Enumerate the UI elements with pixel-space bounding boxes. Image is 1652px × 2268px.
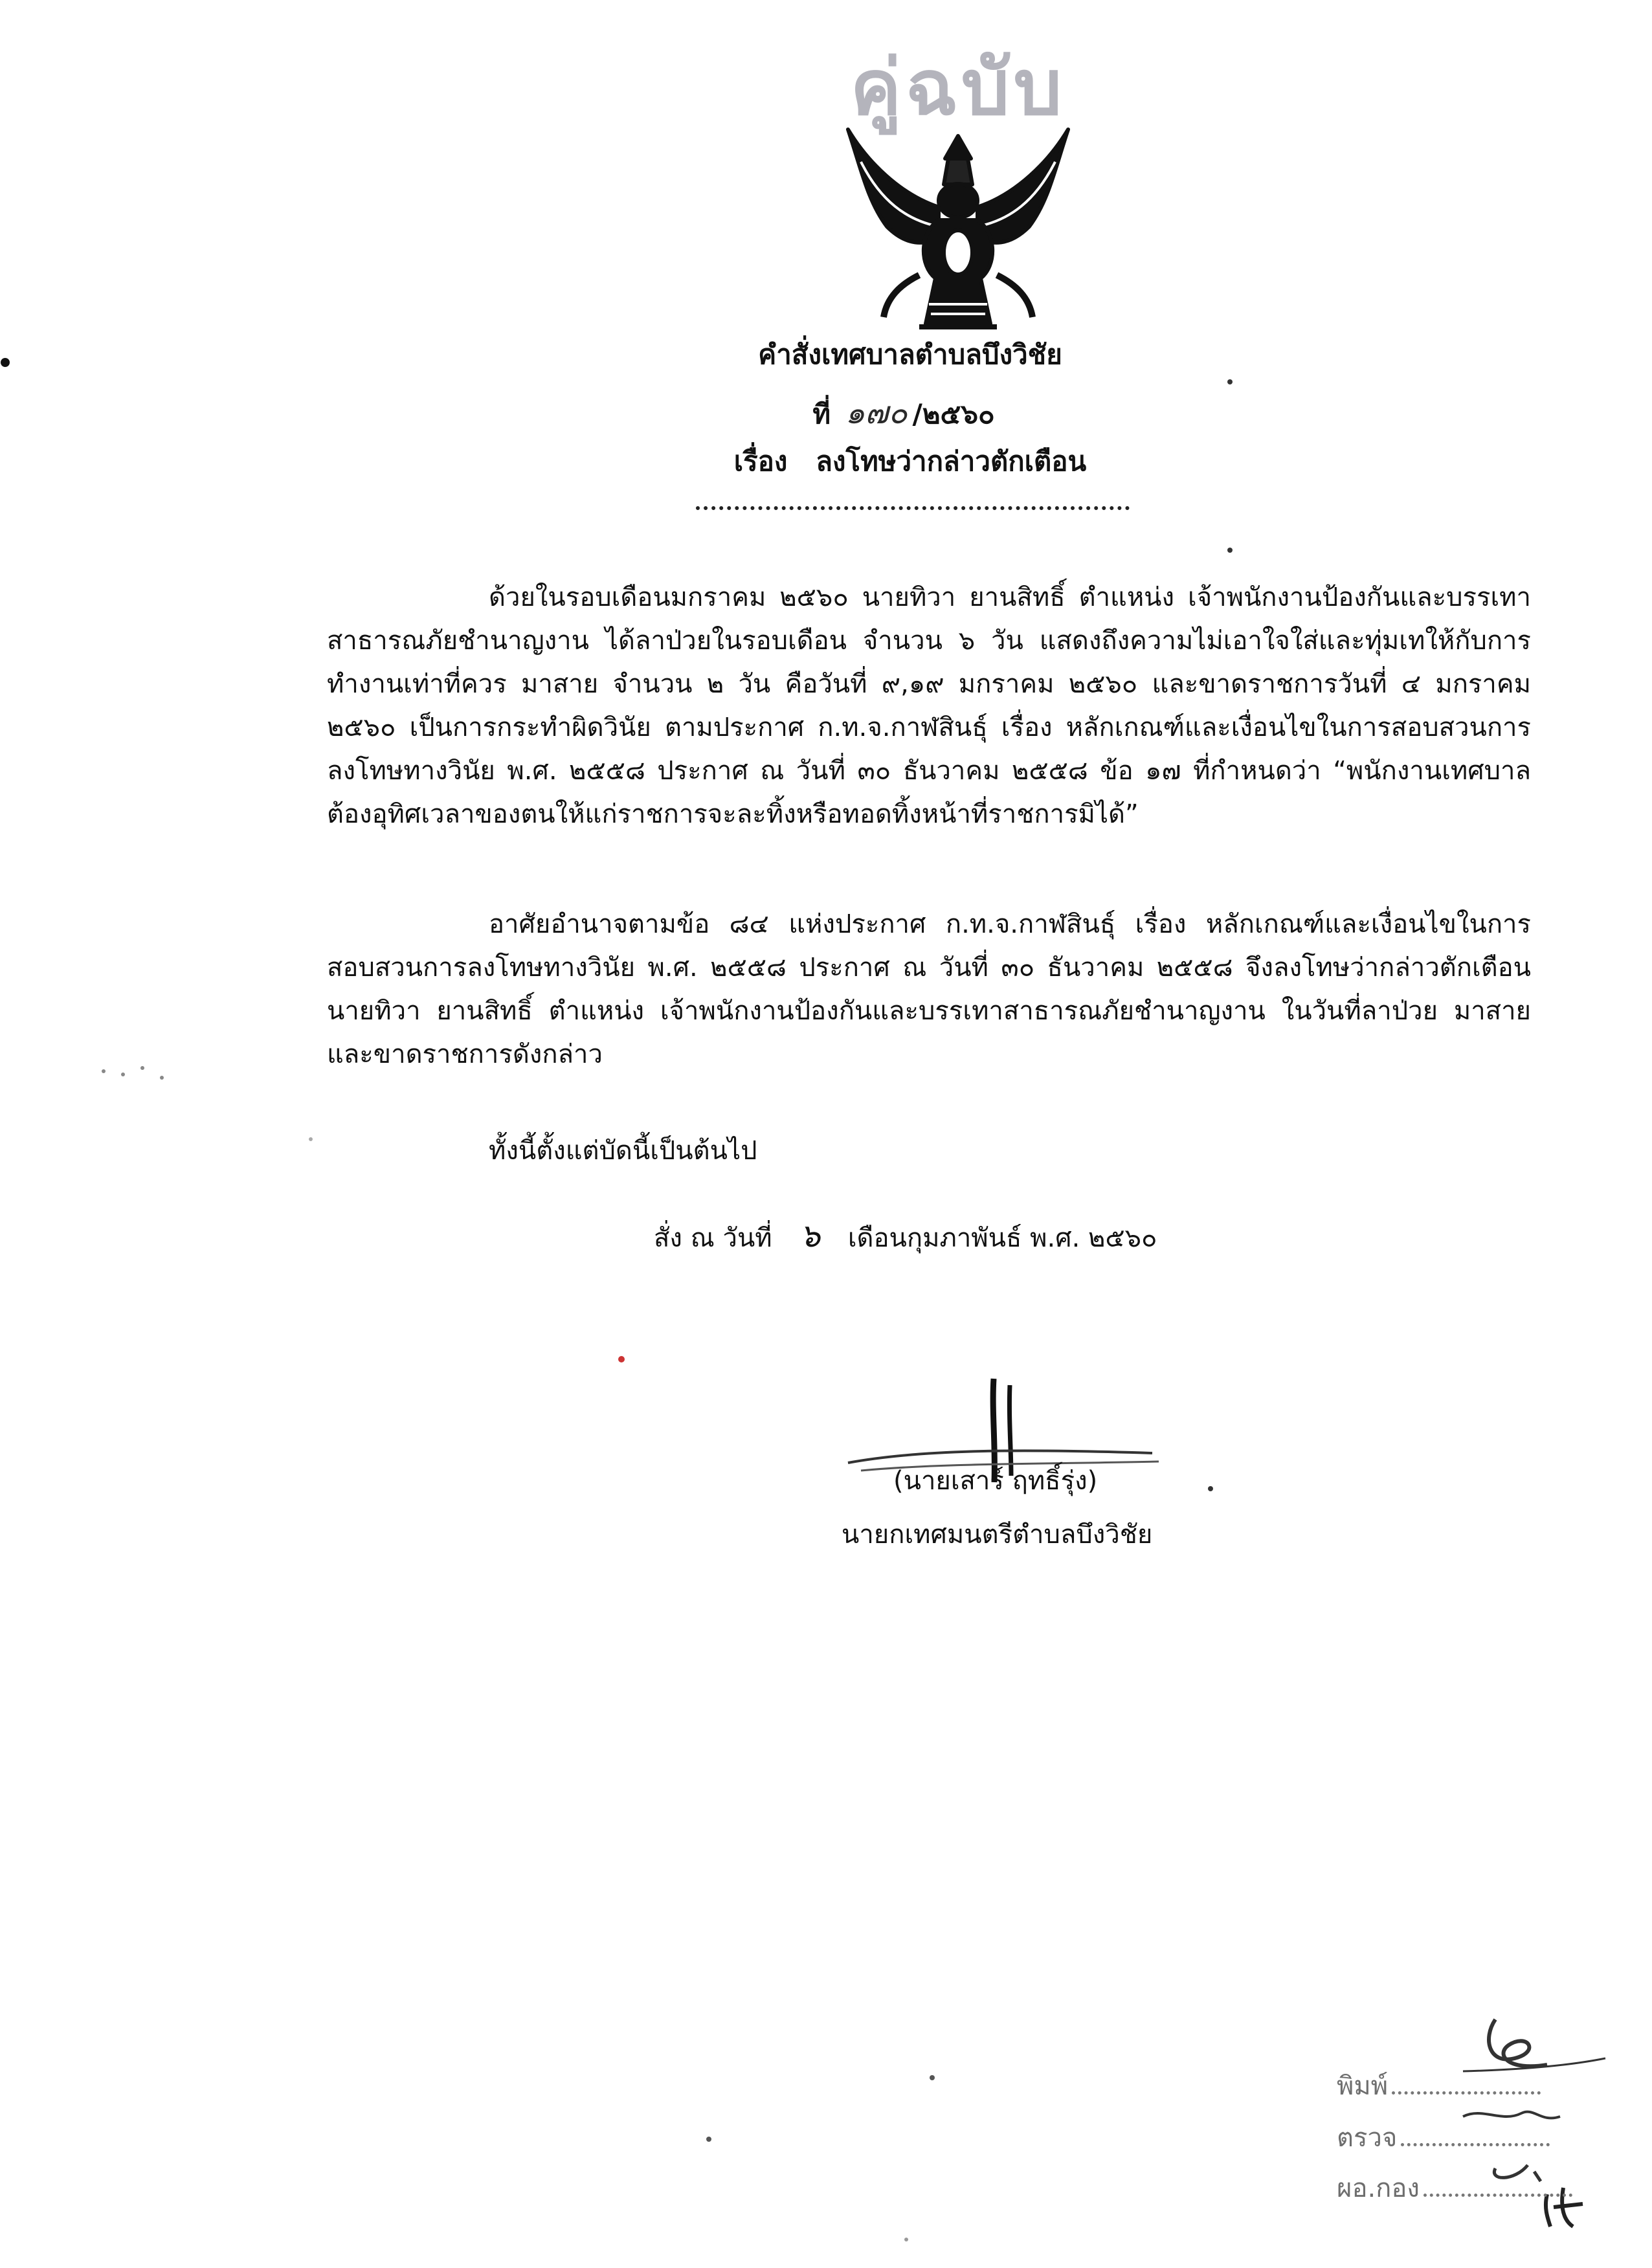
order-number [78, 388, 1652, 438]
routing-typed-label: พิมพ์ [1337, 2071, 1389, 2101]
signer-position: นายกเทศมนตรีตำบลบึงวิชัย [842, 1520, 1153, 1550]
order-date [654, 1210, 1157, 1262]
order-subject [84, 440, 1652, 483]
order-title: คำสั่งเทศบาลตำบลบึงวิชัย [758, 339, 1062, 370]
routing-typed [1337, 2065, 1541, 2106]
paragraph-2-text: อาศัยอำนาจตามข้อ ๘๔ แห่งประกาศ ก.ท.จ.กาฬสินธุ์ เรื่อง หลักเกณฑ์และเงื่อนไขในการสอบสวนการลงโทษทางวินัย พ.ศ. ๒๕๕๘ ประกาศ ณ วันที่ ๓๐ ธันวาคม ๒๕๕๘ จึงลงโทษว่ากล่าวตักเตือนนายทิวา ยานสิทธิ์ ตำแหน่ง เจ้าพนักงานป้องกันและบรรเทาสาธารณภัยชำนาญงาน ในวันที่ลาป่วย มาสาย และขาดราชการดังกล่าว [327, 909, 1531, 1069]
order-date-day-handwritten: ๖ [799, 1217, 821, 1254]
routing-checked-line [1401, 2143, 1550, 2146]
order-date-prefix: สั่ง ณ วันที่ [654, 1223, 772, 1253]
subject-label: เรื่อง [733, 445, 788, 477]
header-divider [696, 506, 1130, 510]
order-number-label: ที่ [812, 398, 831, 430]
copy-stamp: คู่ฉบับ [850, 42, 1066, 132]
routing-checked [1337, 2117, 1550, 2158]
paragraph-1-text: ด้วยในรอบเดือนมกราคม ๒๕๖๐ นายทิวา ยานสิทธิ์ ตำแหน่ง เจ้าพนักงานป้องกันและบรรเทาสาธารณภัยชำนาญงาน ได้ลาป่วยในรอบเดือน จำนวน ๖ วัน แสดงถึงความไม่เอาใจใส่และทุ่มเทให้กับการทำงานเท่าที่ควร มาสาย จำนวน ๒ วัน คือวันที่ ๙,๑๙ มกราคม ๒๕๖๐ และขาดราชการวันที่ ๔ มกราคม ๒๕๖๐ เป็นการกระทำผิดวินัย ตามประกาศ ก.ท.จ.กาฬสินธุ์ เรื่อง หลักเกณฑ์และเงื่อนไขในการสอบสวนการลงโทษทางวินัย พ.ศ. ๒๕๕๘ ประกาศ ณ วันที่ ๓๐ ธันวาคม ๒๕๕๘ ข้อ ๑๗ ที่กำหนดว่า “พนักงานเทศบาลต้องอุทิศเวลาของตนให้แก่ราชการจะละทิ้งหรือทอดทิ้งหน้าที่ราชการมิได้” [327, 583, 1531, 829]
routing-director-line [1423, 2194, 1572, 2197]
order-number-year: /๒๕๖๐ [912, 398, 995, 430]
routing-director-label: ผอ.กอง [1337, 2174, 1420, 2203]
routing-checked-label: ตรวจ [1337, 2123, 1398, 2153]
closing-statement: ทั้งนี้ตั้งแต่บัดนี้เป็นต้นไป [489, 1136, 757, 1166]
routing-typed-line [1392, 2091, 1541, 2095]
signer-name: (นายเสาร์ ฤทธิ์รุ่ง) [893, 1466, 1098, 1496]
routing-director [1337, 2167, 1572, 2208]
body-paragraph-2 [327, 903, 1531, 1076]
order-date-suffix: เดือนกุมภาพันธ์ พ.ศ. ๒๕๖๐ [847, 1223, 1157, 1253]
order-number-handwritten: ๑๗๐ [845, 395, 908, 431]
garuda-emblem-icon [822, 123, 1094, 343]
subject-text: ลงโทษว่ากล่าวตักเตือน [816, 445, 1087, 477]
body-paragraph-1 [327, 576, 1531, 836]
